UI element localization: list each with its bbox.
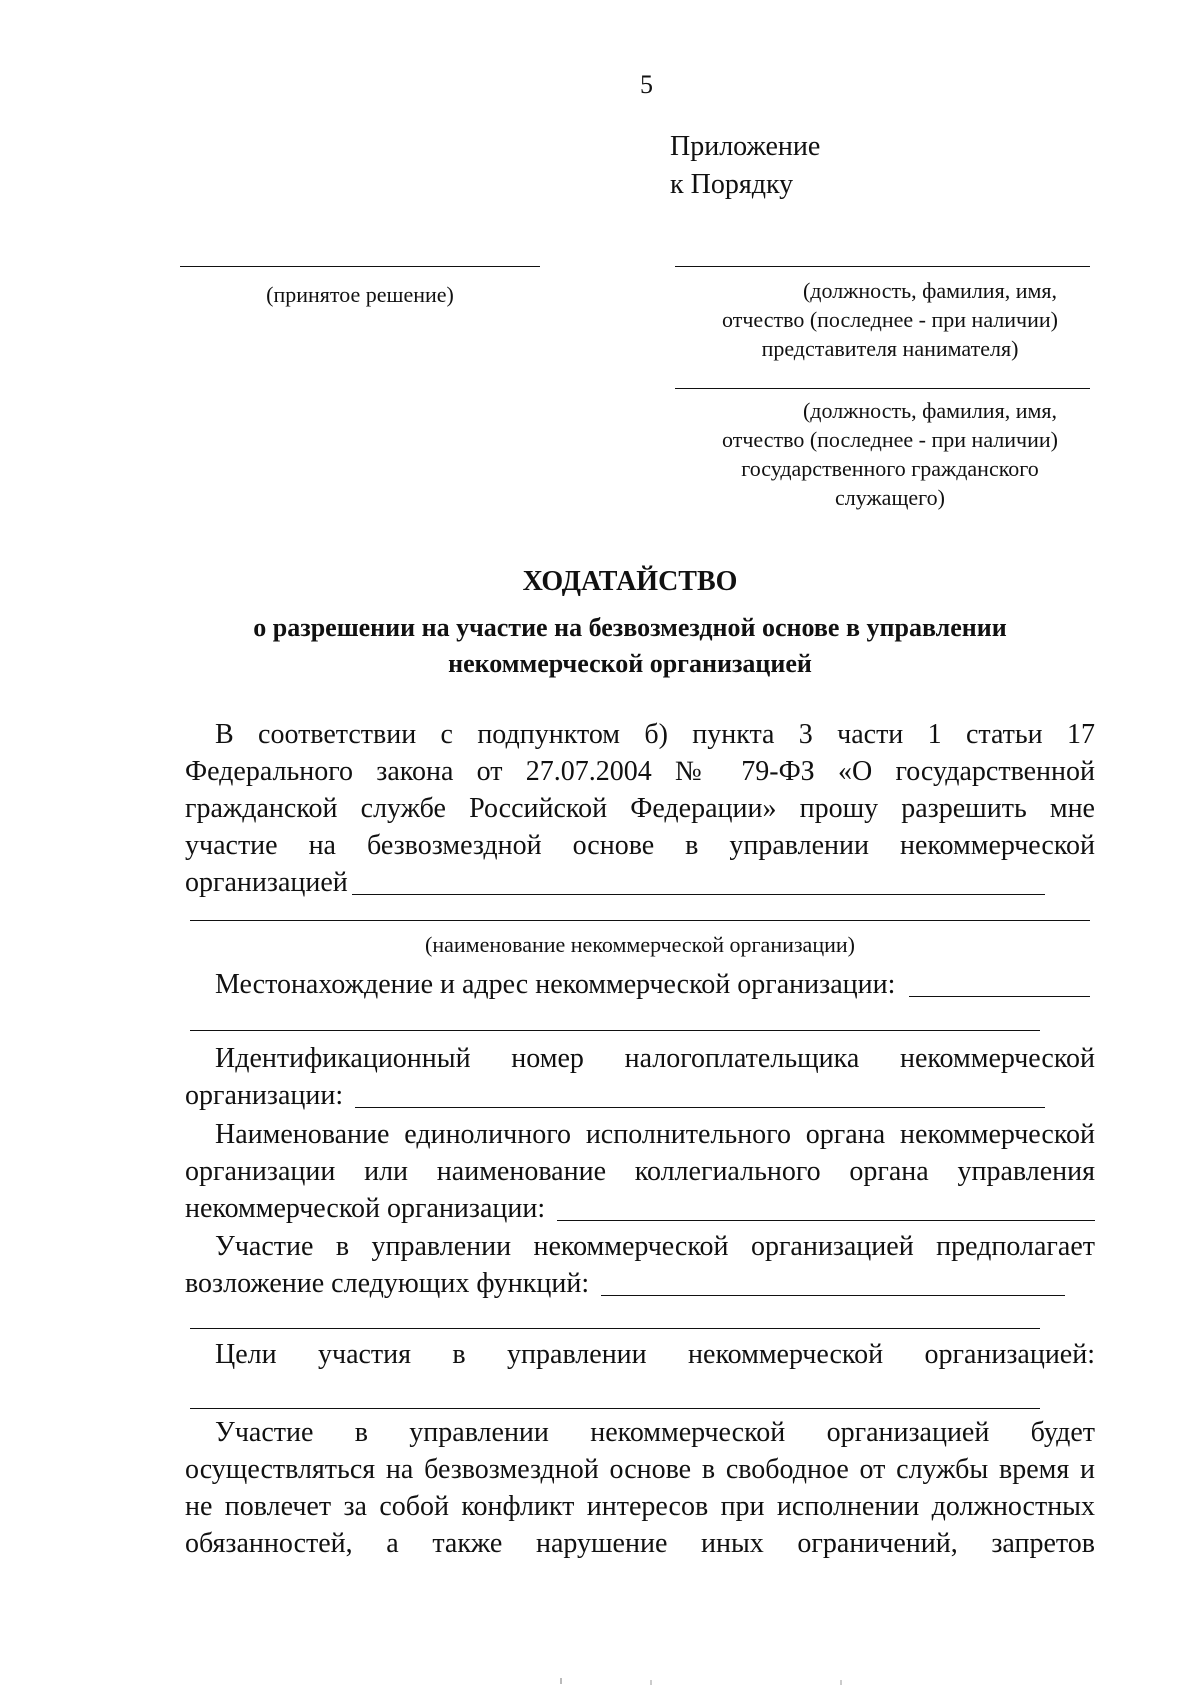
employer-caption-line-1: (должность, фамилия, имя, <box>802 278 1058 303</box>
organization-name-row <box>185 864 1045 901</box>
inn-field[interactable] <box>355 1107 1045 1108</box>
page-number: 5 <box>640 70 653 99</box>
inn-paragraph <box>185 1040 1095 1114</box>
employer-caption-line-2: отчество (последнее - при наличии) <box>722 307 1058 332</box>
employer-caption-line-3: представителя нанимателя) <box>761 336 1019 361</box>
location-row <box>215 966 1090 1003</box>
servant-caption-line-3: государственного гражданского <box>741 456 1039 481</box>
civil-servant-caption <box>675 396 1105 512</box>
governing-body-field[interactable] <box>557 1220 1095 1221</box>
organization-name-line-2[interactable] <box>190 920 1090 921</box>
final-line-4: обязанностей, а также нарушение иных ограничений, запретов <box>185 1528 1095 1559</box>
functions-row <box>185 1265 1065 1302</box>
location-field-line-2[interactable] <box>190 1030 1040 1031</box>
goals-field[interactable] <box>190 1408 1040 1409</box>
employer-representative-line[interactable] <box>675 266 1090 267</box>
employer-representative-caption <box>675 276 1105 363</box>
governing-body-paragraph <box>185 1116 1095 1227</box>
request-line-4: участие на безвозмездной основе в управлении некоммерческой <box>185 830 1095 861</box>
decision-caption: (принятое решение) <box>266 282 454 307</box>
servant-caption-line-4: служащего) <box>835 485 945 510</box>
inn-label: организации: <box>185 1080 344 1111</box>
servant-caption-line-2: отчество (последнее - при наличии) <box>722 427 1058 452</box>
final-line-1: Участие в управлении некоммерческой организацией будет <box>215 1417 1095 1448</box>
governing-body-label: некоммерческой организации: <box>185 1193 546 1224</box>
request-paragraph <box>185 716 1095 901</box>
scan-speck <box>840 1680 842 1685</box>
decision-line[interactable] <box>180 266 540 267</box>
location-field[interactable] <box>909 996 1090 997</box>
appendix-heading <box>670 128 820 204</box>
goals-line-1: Цели участия в управлении некоммерческой организацией: <box>215 1339 1095 1370</box>
functions-label: возложение следующих функций: <box>185 1268 590 1299</box>
organization-label: организацией <box>185 867 348 898</box>
inn-line-1: Идентификационный номер налогоплательщика некоммерческой <box>215 1043 1095 1074</box>
appendix-line-2: к Порядку <box>670 169 794 200</box>
organization-name-caption: (наименование некоммерческой организации) <box>425 932 855 957</box>
civil-servant-line[interactable] <box>675 388 1090 389</box>
location-label: Местонахождение и адрес некоммерческой организации: <box>215 969 896 1000</box>
request-line-1: В соответствии с подпунктом б) пункта 3 части 1 статьи 17 <box>215 719 1095 750</box>
request-line-2: Федерального закона от 27.07.2004 № 79-ФЗ «О государственной <box>185 756 1095 787</box>
functions-line-1: Участие в управлении некоммерческой организацией предполагает <box>215 1231 1095 1262</box>
functions-field[interactable] <box>601 1295 1065 1296</box>
document-title: ХОДАТАЙСТВО <box>522 566 738 597</box>
governing-body-line-1: Наименование единоличного исполнительного органа некоммерческой <box>215 1119 1095 1150</box>
final-line-2: осуществляться на безвозмездной основе в свободное от службы время и <box>185 1454 1095 1485</box>
final-paragraph <box>185 1414 1095 1562</box>
scan-speck <box>650 1680 652 1685</box>
appendix-line-1: Приложение <box>670 131 821 162</box>
subtitle-line-1: о разрешении на участие на безвозмездной основе в управлении <box>253 613 1007 642</box>
organization-name-field[interactable] <box>352 894 1045 895</box>
functions-paragraph <box>185 1228 1095 1302</box>
governing-body-line-2: организации или наименование коллегиального органа управления <box>185 1156 1095 1187</box>
final-line-3: не повлечет за собой конфликт интересов при исполнении должностных <box>185 1491 1095 1522</box>
inn-row <box>185 1077 1045 1114</box>
governing-body-row <box>185 1190 1095 1227</box>
functions-field-line-2[interactable] <box>190 1328 1040 1329</box>
scan-speck <box>560 1678 562 1684</box>
goals-paragraph <box>185 1336 1095 1373</box>
servant-caption-line-1: (должность, фамилия, имя, <box>802 398 1058 423</box>
document-subtitle <box>180 610 1080 682</box>
subtitle-line-2: некоммерческой организацией <box>448 649 812 678</box>
request-line-3: гражданской службе Российской Федерации» прошу разрешить мне <box>185 793 1095 824</box>
